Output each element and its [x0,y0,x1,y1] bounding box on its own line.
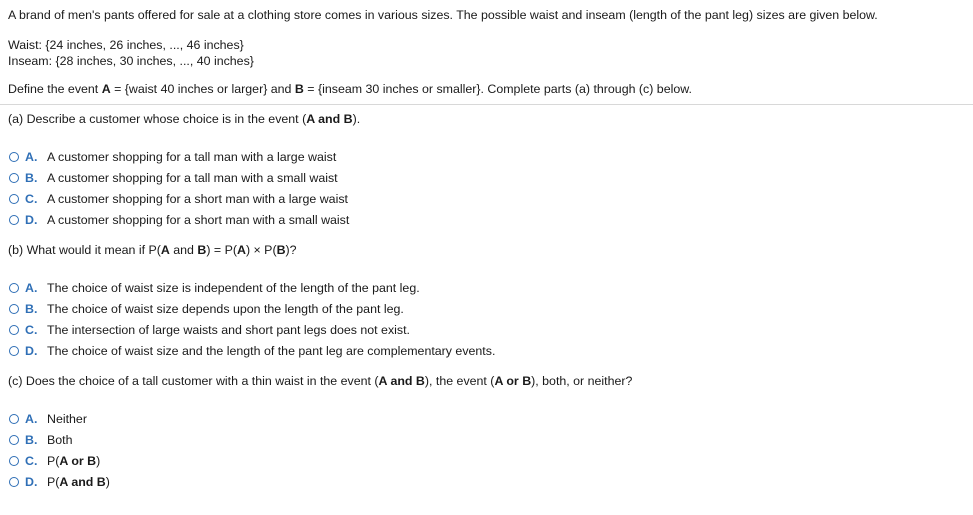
part-a-option-d[interactable]: D. A customer shopping for a short man with a small waist [9,212,349,228]
part-a-option-c[interactable]: C. A customer shopping for a short man with a large waist [9,191,348,207]
radio-button[interactable] [9,194,19,204]
part-a-option-a[interactable]: A. A customer shopping for a tall man with a large waist [9,149,336,165]
radio-button[interactable] [9,215,19,225]
part-c-option-b[interactable]: B. Both [9,432,73,448]
option-text: P(A and B) [47,475,110,489]
part-c-option-c[interactable]: C. P(A or B) [9,453,100,469]
radio-button[interactable] [9,414,19,424]
radio-button[interactable] [9,456,19,466]
radio-button[interactable] [9,283,19,293]
radio-button[interactable] [9,152,19,162]
inseam-sizes: Inseam: {28 inches, 30 inches, ..., 40 inches} [8,54,254,68]
waist-sizes: Waist: {24 inches, 26 inches, ..., 46 inches} [8,38,244,52]
part-b-option-b[interactable]: B. The choice of waist size depends upon the length of the pant leg. [9,301,404,317]
problem-intro: A brand of men's pants offered for sale at a clothing store comes in various sizes. The possible waist and inseam (length of the pant leg) sizes are given below. [8,8,878,22]
radio-button[interactable] [9,173,19,183]
part-b-option-c[interactable]: C. The intersection of large waists and short pant legs does not exist. [9,322,410,338]
divider [0,104,973,105]
event-definition: Define the event A = {waist 40 inches or larger} and B = {inseam 30 inches or smaller}. Complete parts (a) through (c) below. [8,82,692,96]
part-a-question: (a) Describe a customer whose choice is in the event (A and B). [8,112,361,126]
part-b-question: (b) What would it mean if P(A and B) = P(A) × P(B)? [8,243,297,257]
part-c-question: (c) Does the choice of a tall customer with a thin waist in the event (A and B), the event (A or B), both, or neither? [8,374,633,388]
part-a-option-b[interactable]: B. A customer shopping for a tall man with a small waist [9,170,338,186]
part-b-option-a[interactable]: A. The choice of waist size is independent of the length of the pant leg. [9,280,420,296]
radio-button[interactable] [9,304,19,314]
radio-button[interactable] [9,325,19,335]
radio-button[interactable] [9,435,19,445]
radio-button[interactable] [9,477,19,487]
part-b-option-d[interactable]: D. The choice of waist size and the length of the pant leg are complementary events. [9,343,495,359]
part-c-option-a[interactable]: A. Neither [9,411,87,427]
radio-button[interactable] [9,346,19,356]
part-c-option-d[interactable]: D. P(A and B) [9,474,110,490]
option-text: P(A or B) [47,454,101,468]
